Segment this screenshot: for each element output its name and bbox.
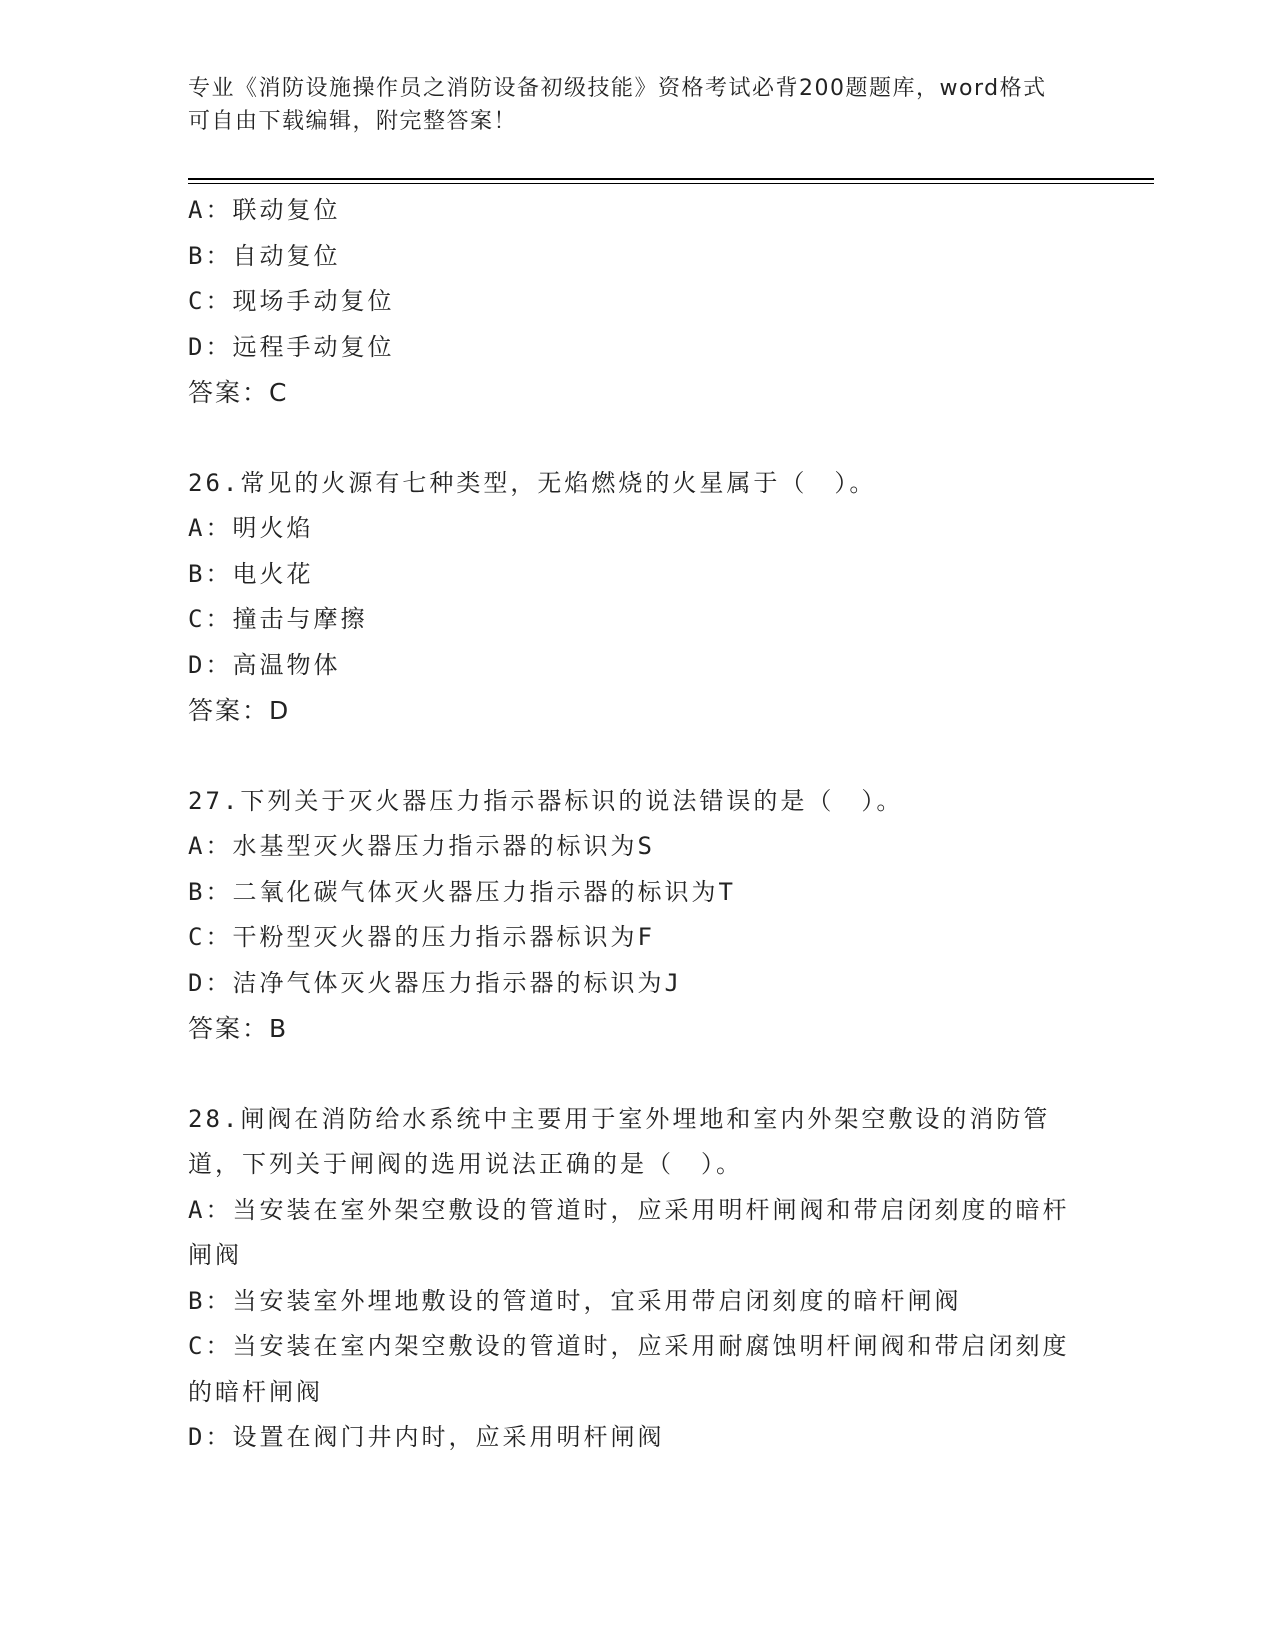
option-b: B：电火花 bbox=[188, 559, 314, 588]
answer-text: 答案：C bbox=[188, 378, 289, 407]
option-b: B：当安装室外埋地敷设的管道时，宜采用带启闭刻度的暗杆闸阀 bbox=[188, 1286, 962, 1315]
header-divider-thick bbox=[188, 178, 1154, 180]
question-27 bbox=[188, 779, 1088, 1052]
question-list bbox=[188, 188, 1088, 1461]
answer-text: 答案：D bbox=[188, 696, 291, 725]
option-c: C：当安装在室内架空敷设的管道时，应采用耐腐蚀明杆闸阀和带启闭刻度的暗杆闸阀 bbox=[188, 1332, 1070, 1406]
option-d: D：远程手动复位 bbox=[188, 332, 395, 361]
question-stem: 28.闸阀在消防给水系统中主要用于室外埋地和室内外架空敷设的消防管道，下列关于闸阀的选用说法正确的是（ ）。 bbox=[188, 1104, 1051, 1178]
answer-text: 答案：B bbox=[188, 1014, 289, 1043]
option-a: A：联动复位 bbox=[188, 196, 341, 224]
option-d: D：设置在阀门井内时，应采用明杆闸阀 bbox=[188, 1423, 665, 1451]
question-25 bbox=[188, 188, 1088, 416]
question-26 bbox=[188, 461, 1088, 734]
option-a: A：明火焰 bbox=[188, 514, 314, 542]
question-stem: 27.下列关于灭火器压力指示器标识的说法错误的是（ ）。 bbox=[188, 786, 904, 815]
option-a: A：当安装在室外架空敷设的管道时，应采用明杆闸阀和带启闭刻度的暗杆闸阀 bbox=[188, 1195, 1070, 1269]
option-d: D：高温物体 bbox=[188, 650, 341, 679]
header-divider-thin bbox=[188, 183, 1154, 184]
option-d: D：洁净气体灭火器压力指示器的标识为J bbox=[188, 968, 682, 997]
question-stem: 26.常见的火源有七种类型，无焰燃烧的火星属于（ ）。 bbox=[188, 468, 877, 497]
option-b: B：自动复位 bbox=[188, 241, 341, 270]
option-c: C：干粉型灭火器的压力指示器标识为F bbox=[188, 923, 655, 951]
option-c: C：现场手动复位 bbox=[188, 287, 395, 315]
document-header: 专业《消防设施操作员之消防设备初级技能》资格考试必背200题题库，word格式可自由下载编辑，附完整答案！ bbox=[188, 76, 1047, 134]
option-c: C：撞击与摩擦 bbox=[188, 605, 368, 633]
option-a: A：水基型灭火器压力指示器的标识为S bbox=[188, 832, 655, 860]
question-28 bbox=[188, 1097, 1088, 1461]
option-b: B：二氧化碳气体灭火器压力指示器的标识为T bbox=[188, 877, 736, 906]
